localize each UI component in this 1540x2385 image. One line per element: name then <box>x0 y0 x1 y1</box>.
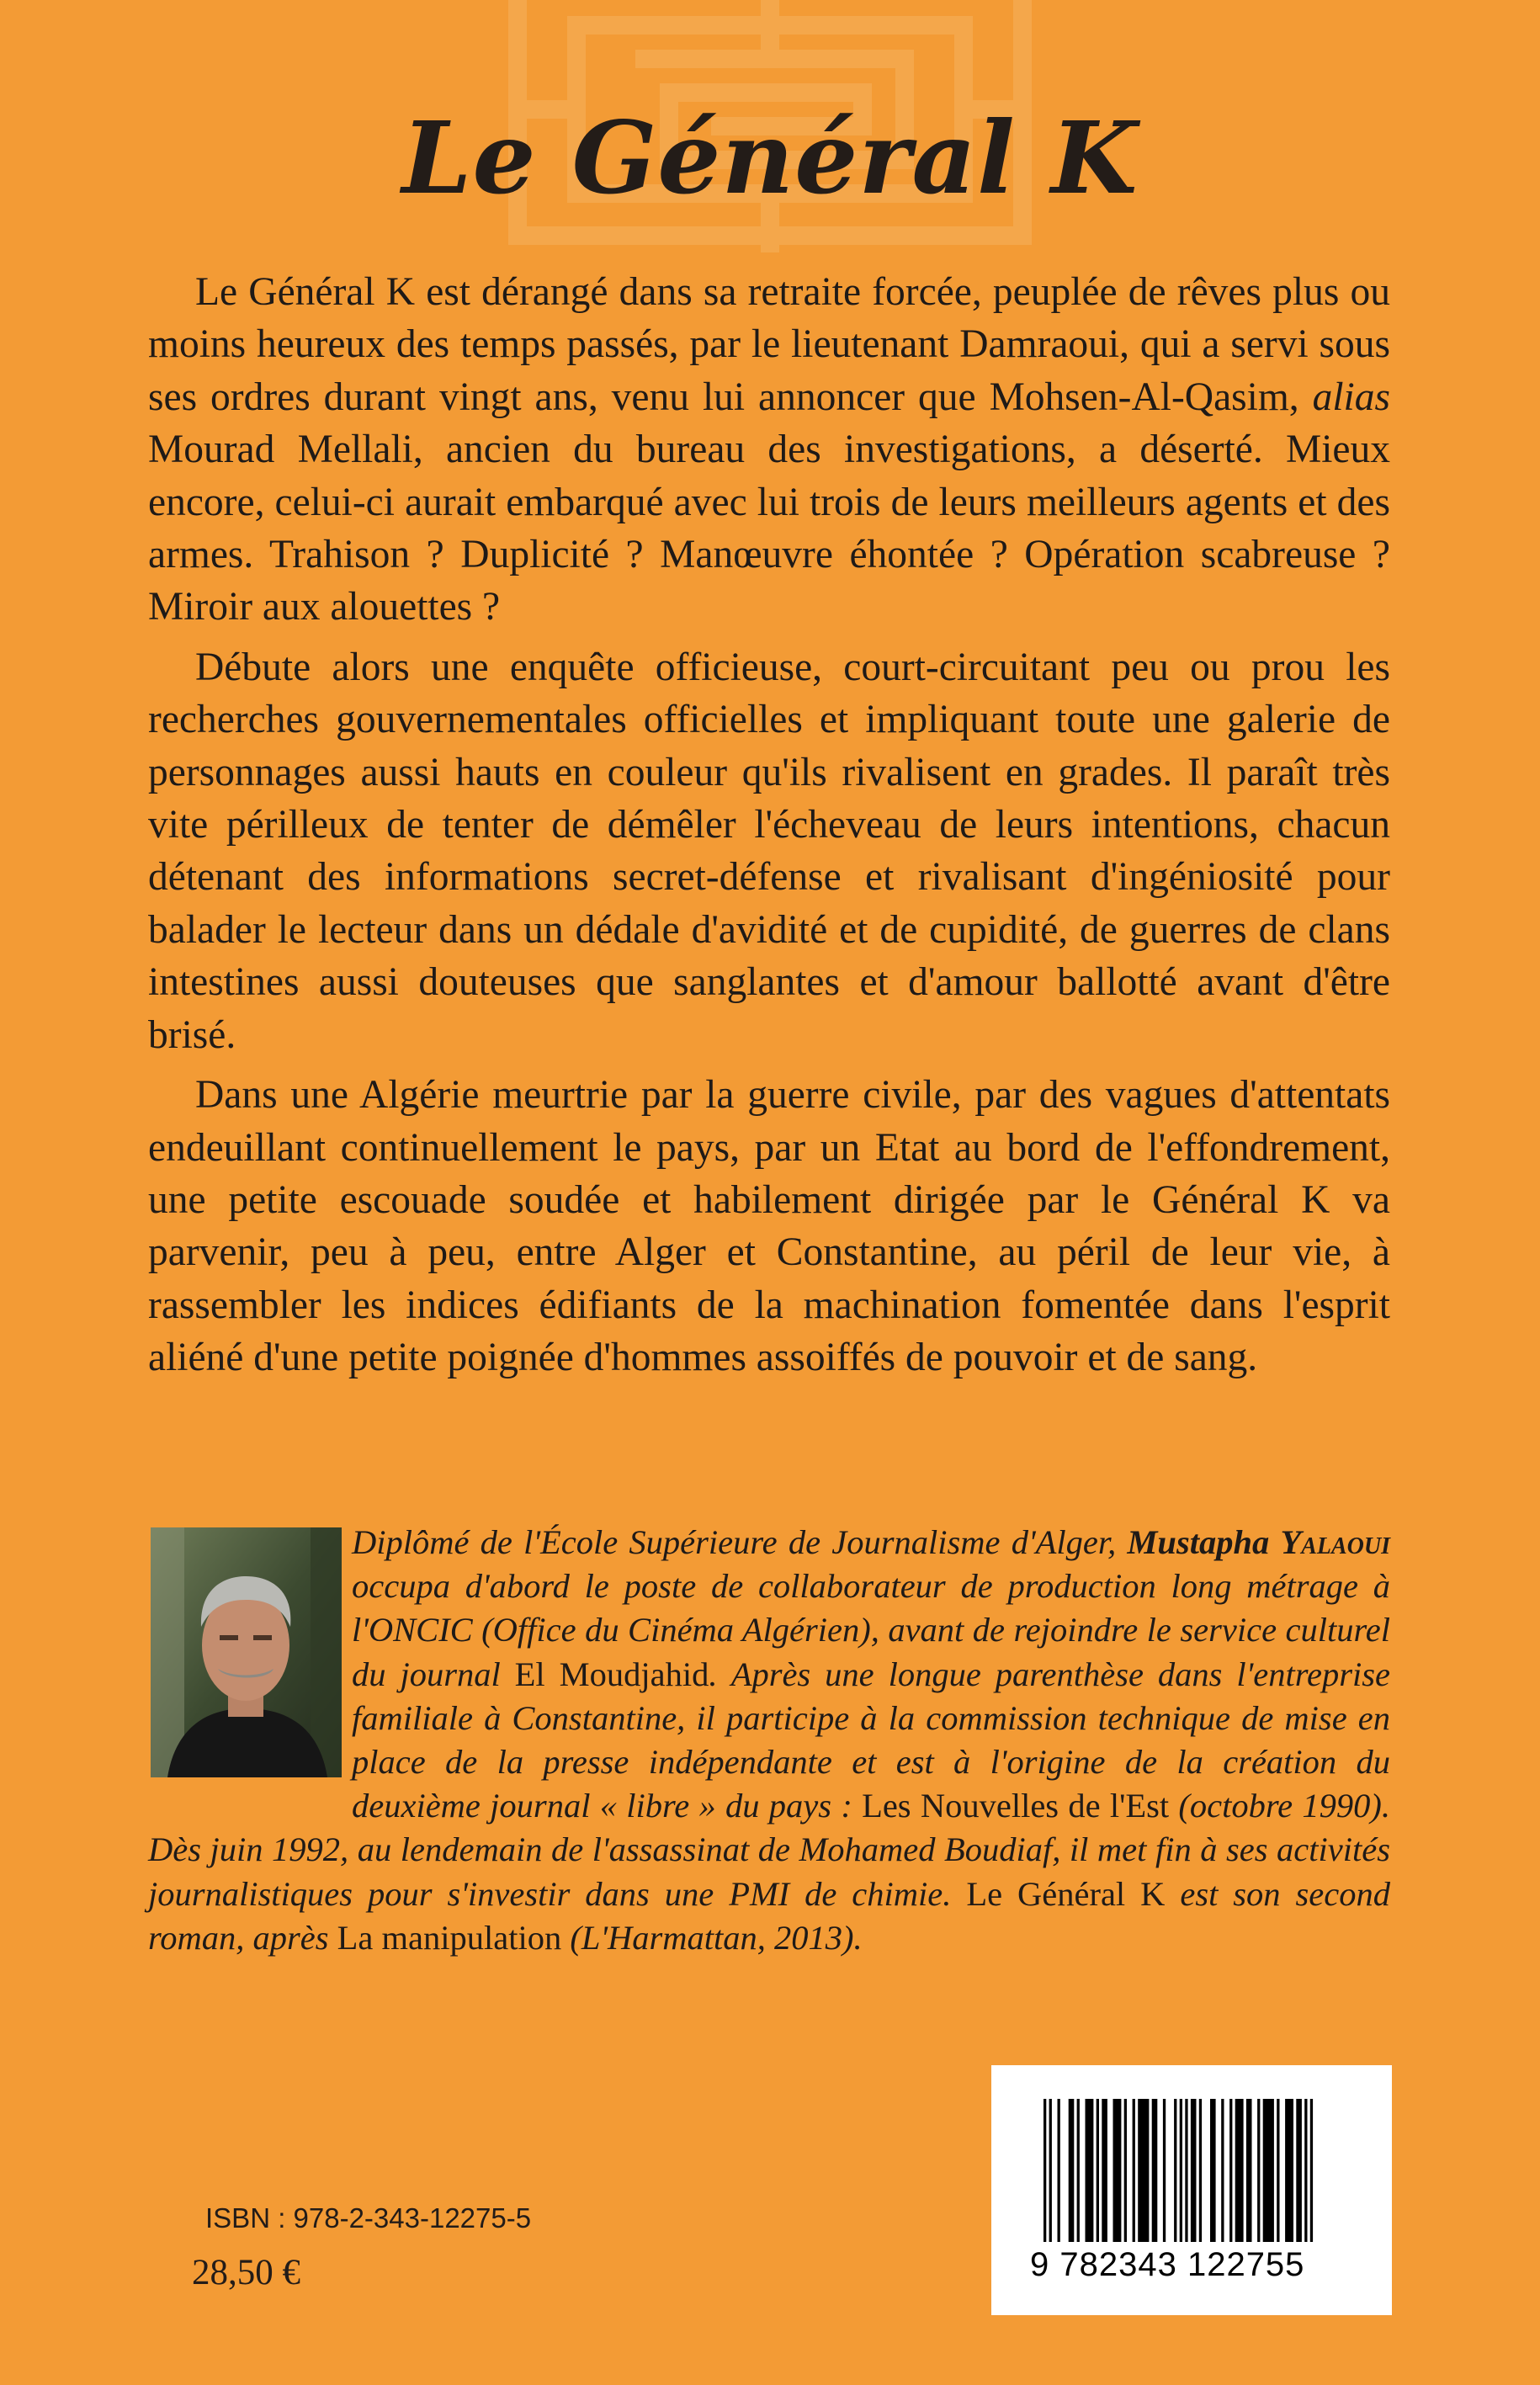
barcode-bar <box>1124 2099 1127 2242</box>
barcode-bar <box>1199 2099 1202 2242</box>
barcode-digits: 9 782343 122755 <box>1030 2246 1305 2283</box>
barcode-bar <box>1257 2099 1260 2242</box>
barcode-bar <box>1277 2099 1279 2242</box>
barcode-bar <box>1221 2099 1224 2242</box>
author-bio-run: . Après une longue parenthèse dans l'entreprise familiale à Constantine, il participe à la commission technique de mise en place de la presse indépendante et est à l'origine de la création du deuxième journal « libre » du pays : <box>352 1655 1390 1825</box>
barcode-bars <box>1043 2099 1340 2242</box>
barcode <box>991 2065 1392 2315</box>
barcode-bar <box>1235 2099 1244 2242</box>
author-bio-run: Yalaoui <box>1280 1523 1390 1561</box>
barcode-bar <box>1043 2099 1046 2242</box>
barcode-bar <box>1049 2099 1052 2242</box>
author-bio-run: El Moudjahid <box>514 1655 709 1693</box>
summary-paragraph-3: Dans une Algérie meurtrie par la guerre civile, par des vagues d'attentats endeuillant continuellement le pays, par un Etat au bord de l'effondrement, une petite escouade soudée et habilement dirigée par le Général K va parvenir, peu à peu, entre Alger et Constantine, au péril de leur vie, à rassembler les indices édifiants de la machination fomentée dans l'esprit aliéné d'une petite poignée d'hommes assoiffés de pouvoir et de sang. <box>148 1073 1390 1380</box>
barcode-bar <box>1102 2099 1107 2242</box>
barcode-bar <box>1185 2099 1187 2242</box>
summary-paragraph-2: Débute alors une enquête officieuse, court-circuitant peu ou prou les recherches gouvernementales officielles et impliquant toute une galerie de personnages aussi hauts en couleur qu'ils rivalisent en grades. Il paraît très vite périlleux de tenter de démêler l'écheveau de leurs intentions, chacun détenant des informations secret-défense et rivalisant d'ingéniosité pour balader le lecteur dans un dédale d'avidité et de cupidité, de guerres de clans intestines aussi douteuses que sanglantes et d'amour ballotté avant d'être brisé. <box>148 645 1390 1057</box>
barcode-bar <box>1229 2099 1232 2242</box>
summary-paragraph-1-run: Le Général K est dérangé dans sa retraite forcée, peuplée de rêves plus ou moins heureux des temps passés, par le lieutenant Damraoui, qui a servi sous ses ordres durant vingt ans, venu lui annoncer que Mohsen-Al-Qasim, <box>148 270 1390 419</box>
barcode-bar <box>1152 2099 1158 2242</box>
barcode-bar <box>1086 2099 1094 2242</box>
barcode-bar <box>1191 2099 1197 2242</box>
author-bio-run: est son second roman, après <box>148 1874 1390 1957</box>
author-bio-run: (octobre 1990). Dès juin 1992, au lendemain de l'assassinat de Mohamed Boudiaf, il met fin à ses activités journalistiques pour s'investir dans une PMI de chimie. <box>148 1787 1391 1913</box>
barcode-bar <box>1180 2099 1182 2242</box>
book-title: Le Général K <box>401 99 1139 216</box>
summary-paragraph-1 <box>148 266 1390 634</box>
barcode-bar <box>1246 2099 1252 2242</box>
author-bio-run: Les Nouvelles de l'Est <box>862 1787 1170 1825</box>
price: 28,50 € <box>192 2253 300 2292</box>
barcode-bar <box>1263 2099 1274 2242</box>
author-bio-run: (L'Harmattan, 2013). <box>561 1918 863 1957</box>
barcode-bar <box>1097 2099 1099 2242</box>
barcode-bar <box>1174 2099 1176 2242</box>
barcode-bar <box>1113 2099 1122 2242</box>
barcode-bar <box>1133 2099 1135 2242</box>
summary-paragraph-1-run: alias <box>1312 374 1390 419</box>
barcode-bar <box>1296 2099 1302 2242</box>
barcode-bar <box>1285 2099 1293 2242</box>
barcode-bar <box>1310 2099 1313 2242</box>
author-bio-run: La manipulation <box>337 1918 562 1957</box>
isbn: ISBN : 978-2-343-12275-5 <box>205 2202 532 2234</box>
author-bio-run: Le Général K <box>966 1874 1166 1913</box>
summary-paragraph-1-run: Mourad Mellali, ancien du bureau des investigations, a déserté. Mieux encore, celui-ci aurait embarqué avec lui trois de leurs meilleurs agents et des armes. Trahison ? Duplicité ? Manœuvre éhontée ? Opération scabreuse ? Miroir aux alouettes ? <box>148 428 1390 629</box>
author-bio-run: occupa d'abord le poste de collaborateur de production long métrage à l'ONCIC (Office du Cinéma Algérien), avant de rejoindre le service culturel du journal <box>352 1567 1390 1693</box>
barcode-bar <box>1163 2099 1166 2242</box>
barcode-bar <box>1210 2099 1216 2242</box>
author-bio-run: Diplômé de l'École Supérieure de Journalisme d'Alger, <box>352 1523 1128 1561</box>
barcode-bar <box>1069 2099 1075 2242</box>
barcode-bar <box>1304 2099 1307 2242</box>
author-bio <box>148 1521 1390 1960</box>
barcode-bar <box>1058 2099 1060 2242</box>
barcode-bar <box>1077 2099 1080 2242</box>
barcode-bar <box>1138 2099 1149 2242</box>
book-summary <box>148 266 1390 1392</box>
author-bio-run: Mustapha <box>1127 1523 1281 1561</box>
